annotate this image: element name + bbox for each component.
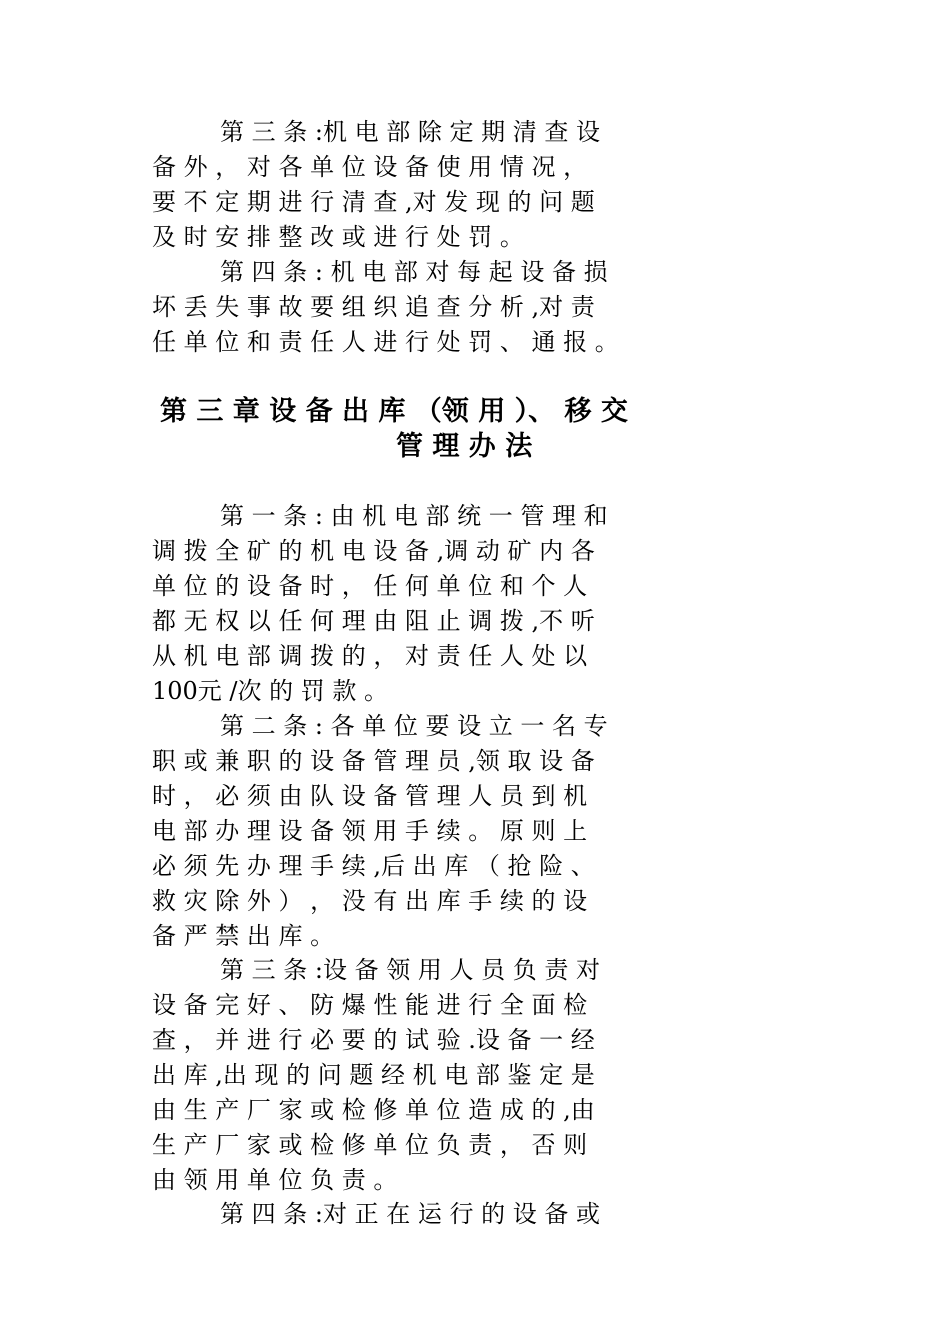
paragraph-line: 及 时 安 排 整 改 或 进 行 处 罚 。 <box>152 223 524 251</box>
chapter-title: 第 三 章 设 备 出 库 （领 用 ）、 移 交 <box>160 396 628 427</box>
paragraph-line: 设 备 完 好 、 防 爆 性 能 进 行 全 面 检 <box>152 991 588 1019</box>
paragraph-line: 第 三 条 :机 电 部 除 定 期 清 查 设 <box>220 118 601 146</box>
paragraph-line: 生 产 厂 家 或 检 修 单 位 负 责 ， 否 则 <box>152 1131 588 1159</box>
paragraph-line: 要 不 定 期 进 行 清 查 ,对 发 现 的 问 题 <box>152 188 595 216</box>
paragraph-line: 第 四 条 :对 正 在 运 行 的 设 备 或 <box>220 1200 601 1228</box>
paragraph-line: 电 部 办 理 设 备 领 用 手 续 。 原 则 上 <box>152 817 588 845</box>
paragraph-line: 必 须 先 办 理 手 续 ,后 出 库 （ 抢 险 、 <box>152 852 595 880</box>
paragraph-line: 职 或 兼 职 的 设 备 管 理 员 ,领 取 设 备 <box>152 747 595 775</box>
paragraph-line: 第 二 条 : 各 单 位 要 设 立 一 名 专 <box>220 712 608 740</box>
paragraph-line: 从 机 电 部 调 拨 的 ， 对 责 任 人 处 以 <box>152 642 588 670</box>
paragraph-line: 任 单 位 和 责 任 人 进 行 处 罚 、 通 报 。 <box>152 328 619 356</box>
paragraph-line: 备 外 ， 对 各 单 位 设 备 使 用 情 况 ， <box>152 153 588 181</box>
paragraph-line: 由 领 用 单 位 负 责 。 <box>152 1166 398 1194</box>
chapter-title-continued: 管 理 办 法 <box>396 431 533 462</box>
paragraph-line: 100元 /次 的 罚 款 。 <box>152 677 389 705</box>
paragraph-line: 查 ， 并 进 行 必 要 的 试 验 .设 备 一 经 <box>152 1026 595 1054</box>
paragraph-line: 第 一 条 : 由 机 电 部 统 一 管 理 和 <box>220 502 608 530</box>
paragraph-line: 出 库 ,出 现 的 问 题 经 机 电 部 鉴 定 是 <box>152 1061 595 1089</box>
paragraph-line: 都 无 权 以 任 何 理 由 阻 止 调 拨 ,不 听 <box>152 607 595 635</box>
paragraph-line: 坏 丢 失 事 故 要 组 织 追 查 分 析 ,对 责 <box>152 293 595 321</box>
paragraph-line: 第 四 条 : 机 电 部 对 每 起 设 备 损 <box>220 258 608 286</box>
paragraph-line: 单 位 的 设 备 时 ， 任 何 单 位 和 个 人 <box>152 572 588 600</box>
paragraph-line: 调 拨 全 矿 的 机 电 设 备 ,调 动 矿 内 各 <box>152 537 595 565</box>
paragraph-line: 时 ， 必 须 由 队 设 备 管 理 人 员 到 机 <box>152 782 588 810</box>
paragraph-line: 第 三 条 :设 备 领 用 人 员 负 责 对 <box>220 956 601 984</box>
paragraph-line: 由 生 产 厂 家 或 检 修 单 位 造 成 的 ,由 <box>152 1096 595 1124</box>
paragraph-line: 备 严 禁 出 库 。 <box>152 922 335 950</box>
paragraph-line: 救 灾 除 外 ） ， 没 有 出 库 手 续 的 设 <box>152 887 588 915</box>
